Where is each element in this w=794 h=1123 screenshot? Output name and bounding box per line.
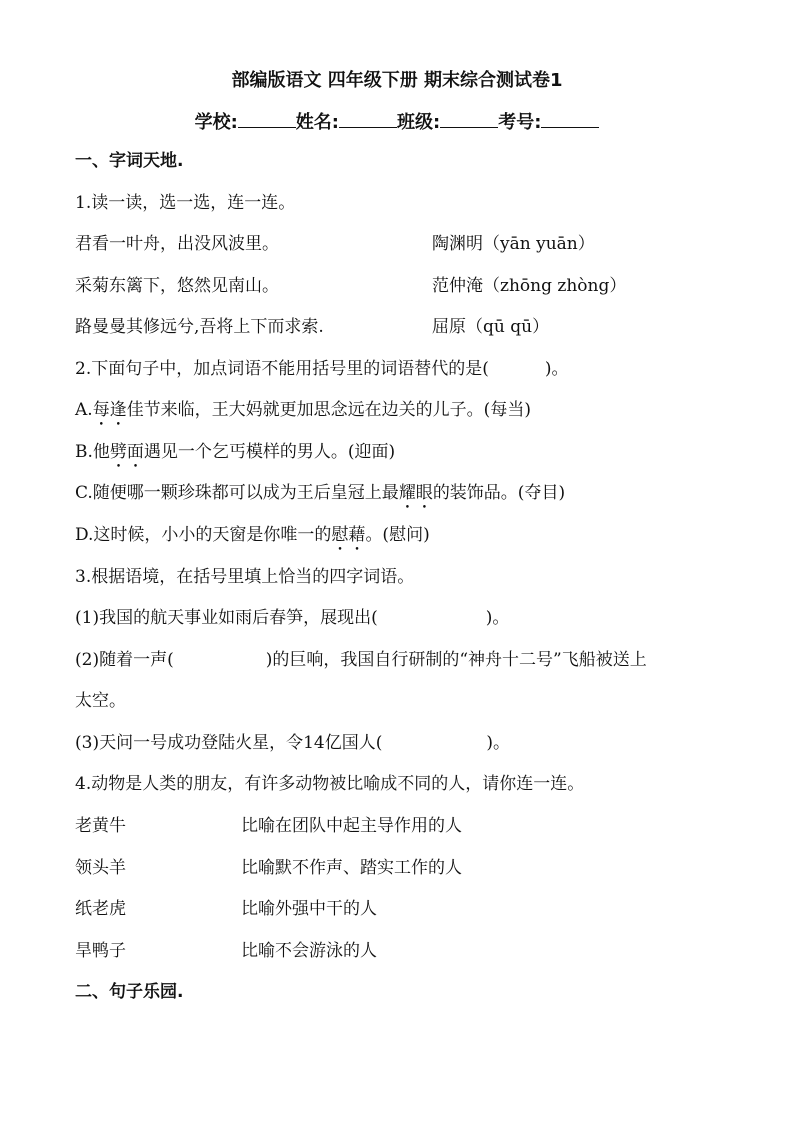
- q3-s2-text: (2)随着一声(: [75, 650, 174, 670]
- option-b-dotted-word: 劈面: [109, 442, 144, 462]
- q4-left-item[interactable]: 老黄牛: [75, 816, 126, 836]
- section1-heading: 一、字词天地.: [75, 151, 184, 171]
- option-d-text: 。(慰问): [365, 525, 430, 545]
- q3-s1-end: )。: [485, 608, 510, 628]
- option-a-dotted-word: 每逢: [92, 400, 127, 420]
- section2-heading: 二、句子乐园.: [75, 982, 184, 1002]
- page-title: 部编版语文 四年级下册 期末综合测试卷1: [231, 70, 563, 91]
- name-blank[interactable]: [339, 111, 397, 128]
- student-info-line: [0, 108, 794, 134]
- q3-sentence-1: [75, 607, 509, 629]
- option-c-dotted-word: 耀眼: [398, 483, 433, 503]
- q2-option-c: [75, 482, 565, 513]
- q2-prompt-end: )。: [544, 359, 569, 379]
- q2-option-d: [75, 524, 430, 555]
- q4-right-item[interactable]: 比喻在团队中起主导作用的人: [241, 816, 462, 836]
- q3-s2-end: )的巨响，我国自行研制的“神舟十二号”飞船被送上: [265, 650, 647, 670]
- q4-left-item[interactable]: 纸老虎: [75, 899, 126, 919]
- q2-option-a: [75, 399, 531, 430]
- q1-left-item[interactable]: 采菊东篱下，悠然见南山。: [75, 276, 279, 296]
- option-b-text: B.他: [75, 442, 110, 462]
- q1-right-item[interactable]: 屈原（qū qū）: [432, 317, 550, 337]
- q3-s3-text: (3)天问一号成功登陆火星，令14亿国人(: [75, 733, 383, 753]
- class-blank[interactable]: [440, 111, 498, 128]
- q4-left-item[interactable]: 领头羊: [75, 858, 126, 878]
- q2-prompt: [75, 358, 569, 380]
- option-d-dotted-word: 慰藉: [331, 525, 366, 545]
- number-blank[interactable]: [541, 111, 599, 128]
- class-label: 班级:: [397, 112, 441, 133]
- q2-prompt-text: 2.下面句子中，加点词语不能用括号里的词语替代的是(: [75, 359, 489, 379]
- q3-prompt: 3.根据语境，在括号里填上恰当的四字词语。: [75, 567, 415, 587]
- q4-prompt: 4.动物是人类的朋友，有许多动物被比喻成不同的人，请你连一连。: [75, 774, 585, 794]
- option-a-text: 佳节来临，王大妈就更加思念远在边关的儿子。(每当): [126, 400, 531, 420]
- q1-right-item[interactable]: 陶渊明（yān yuān）: [432, 234, 595, 254]
- option-b-text: 遇见一个乞丐模样的男人。(迎面): [143, 442, 396, 462]
- q1-left-item[interactable]: 君看一叶舟，出没风波里。: [75, 234, 279, 254]
- q4-right-item[interactable]: 比喻外强中干的人: [241, 899, 377, 919]
- q3-s3-end: )。: [486, 733, 510, 753]
- option-c-text: 的装饰品。(夺目): [432, 483, 566, 503]
- q3-sentence-2-continued: 太空。: [75, 691, 126, 711]
- number-label: 考号:: [498, 112, 542, 133]
- option-d-text: D.这时候，小小的天窗是你唯一的: [75, 525, 332, 545]
- option-c-text: C.随便哪一颗珍珠都可以成为王后皇冠上最: [75, 483, 399, 503]
- option-a-text: A.: [75, 400, 93, 420]
- school-blank[interactable]: [238, 111, 296, 128]
- q1-prompt: 1.读一读，选一选，连一连。: [75, 193, 296, 213]
- name-label: 姓名:: [295, 112, 339, 133]
- q4-right-item[interactable]: 比喻不会游泳的人: [241, 941, 377, 961]
- q3-sentence-3: [75, 732, 510, 754]
- q4-right-item[interactable]: 比喻默不作声、踏实工作的人: [241, 858, 462, 878]
- q3-s1-text: (1)我国的航天事业如雨后春笋，展现出(: [75, 608, 378, 628]
- q1-left-item[interactable]: 路曼曼其修远兮,吾将上下而求索.: [75, 317, 324, 337]
- q4-left-item[interactable]: 旱鸭子: [75, 941, 126, 961]
- q1-right-item[interactable]: 范仲淹（zhōng zhòng）: [432, 276, 627, 296]
- q2-option-b: [75, 441, 395, 472]
- school-label: 学校:: [194, 112, 238, 133]
- q3-sentence-2: [75, 649, 647, 671]
